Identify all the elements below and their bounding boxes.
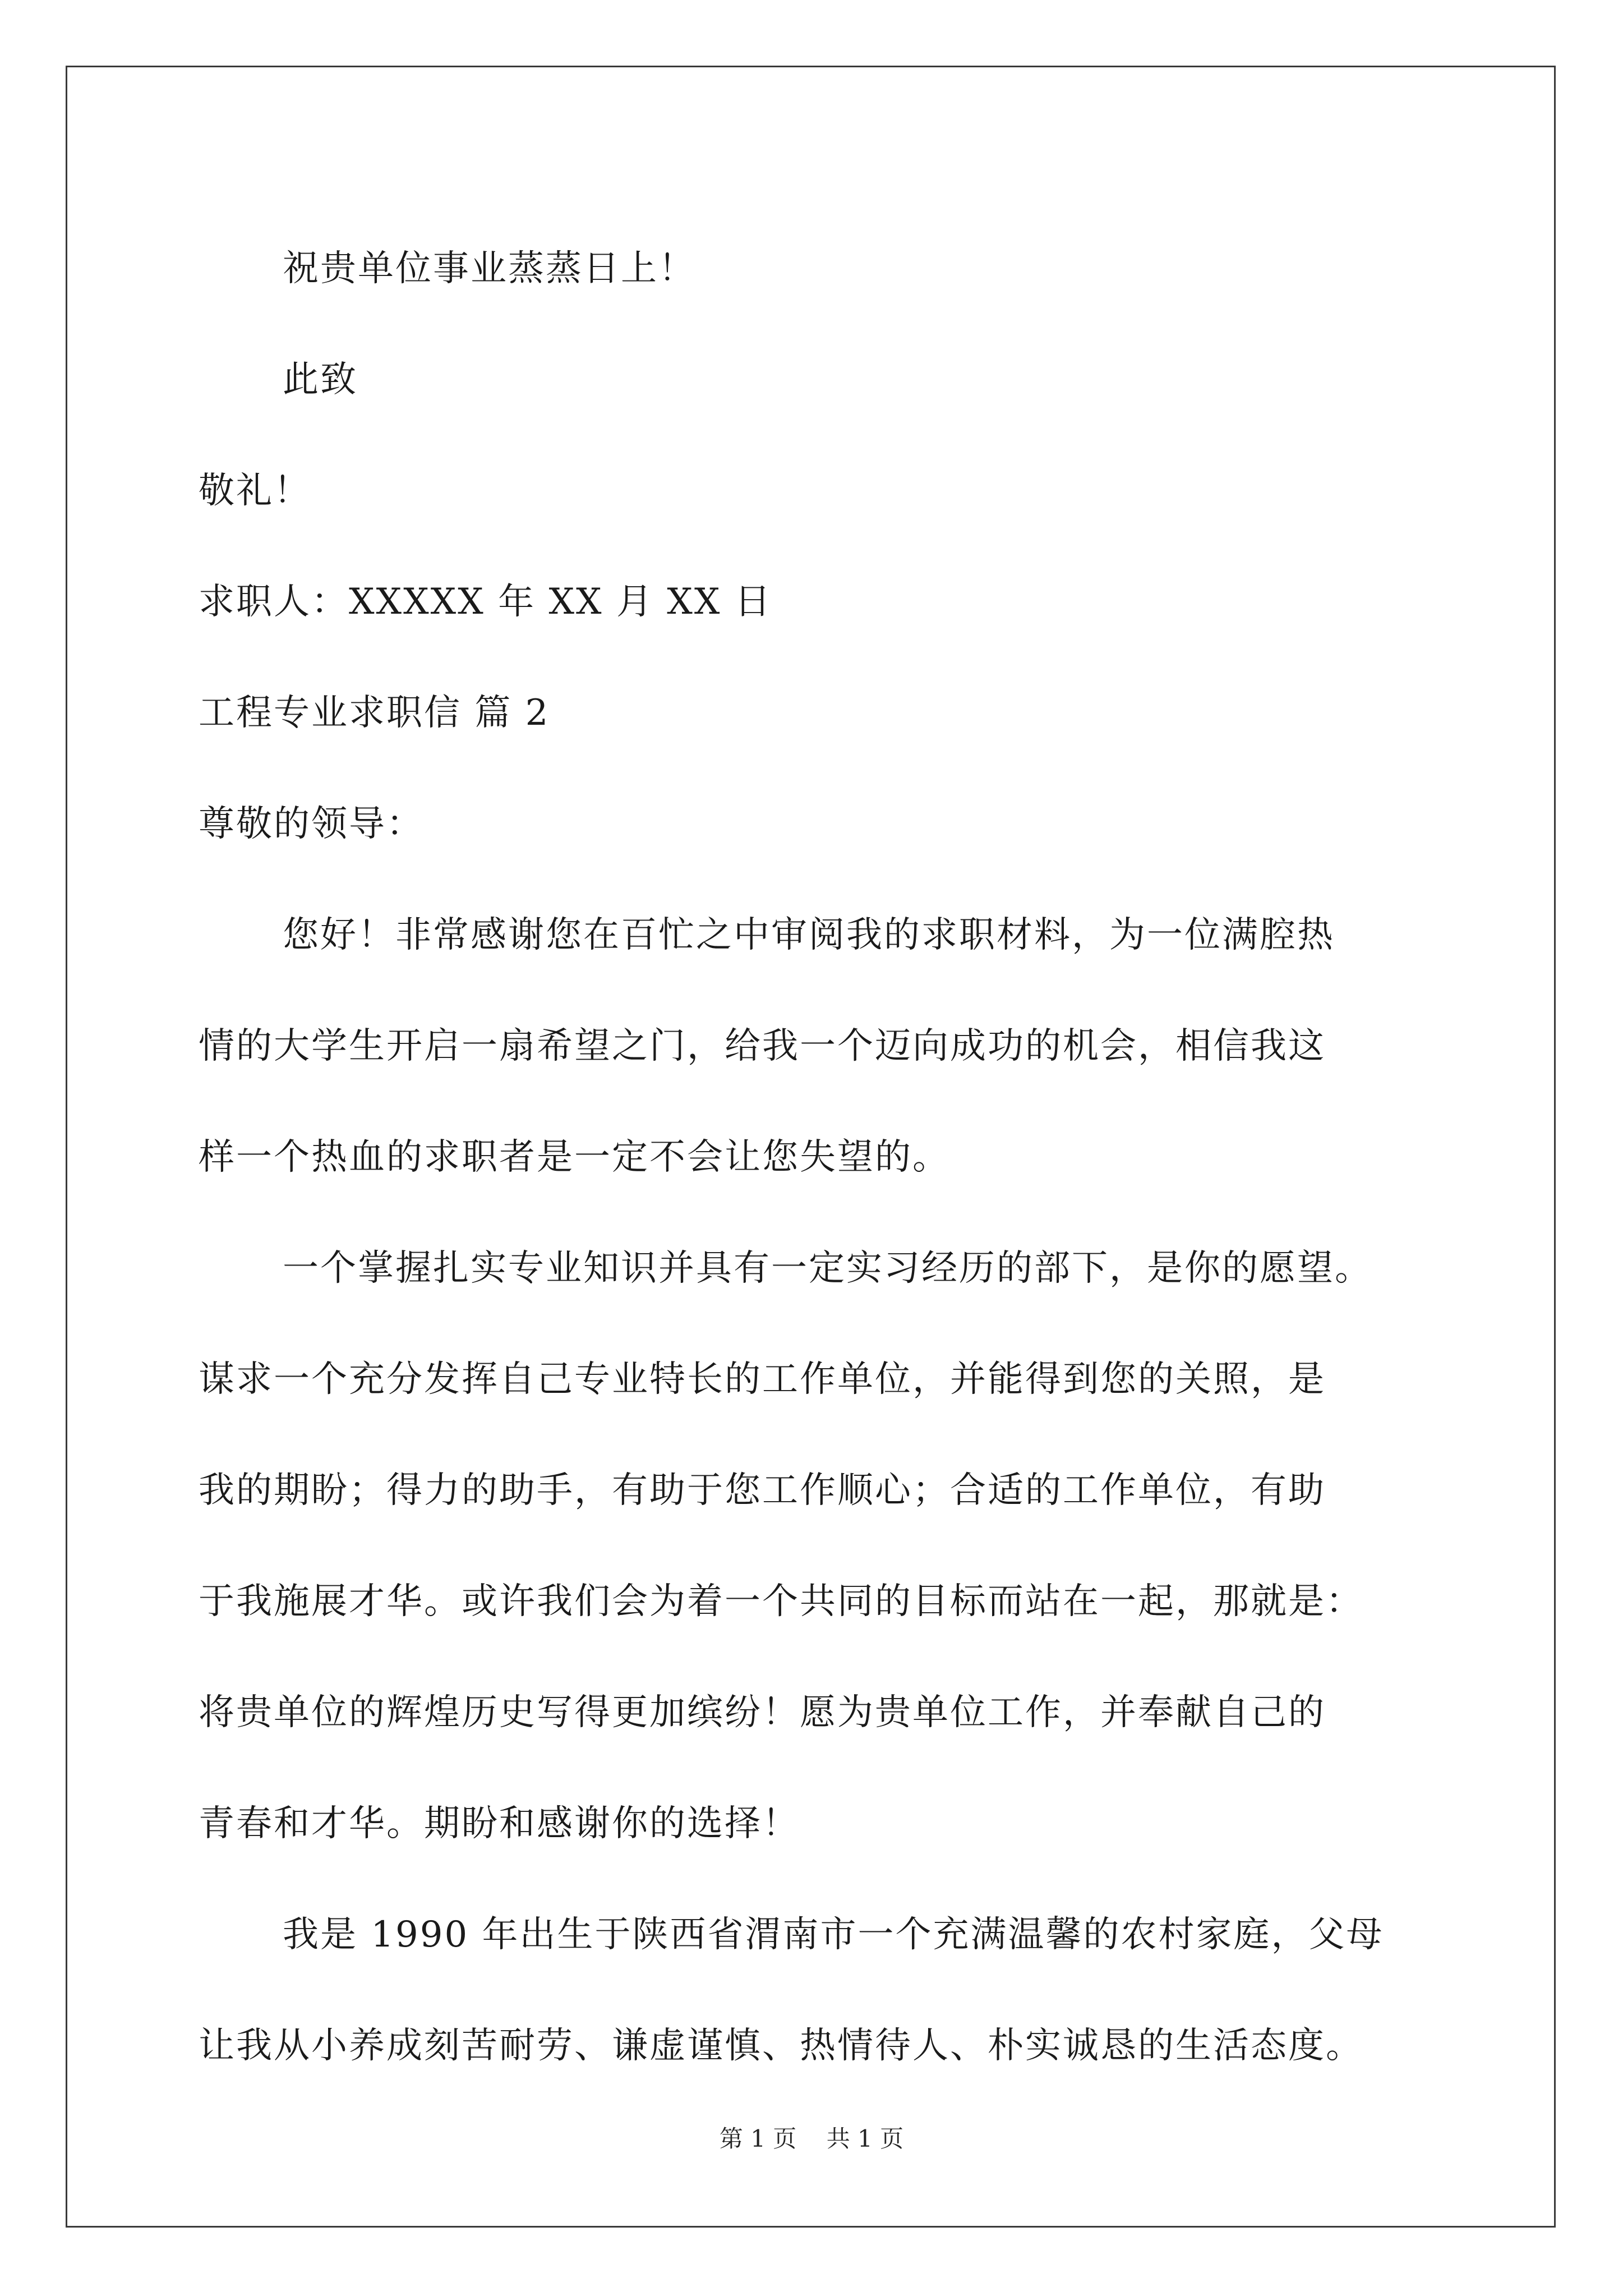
paragraph-line: 于我施展才华。或许我们会为着一个共同的目标而站在一起，那就是： xyxy=(199,1581,1363,1622)
paragraph-line: 样一个热血的求职者是一定不会让您失望的。 xyxy=(199,1137,950,1178)
paragraph-line: 我是 1990 年出生于陕西省渭南市一个充满温馨的农村家庭，父母 xyxy=(283,1914,1384,1955)
paragraph-line: 将贵单位的辉煌历史写得更加缤纷！愿为贵单位工作，并奉献自己的 xyxy=(199,1692,1326,1733)
salutation-line: 此致 xyxy=(283,359,358,401)
paragraph-line: 情的大学生开启一扇希望之门，给我一个迈向成功的机会，相信我这 xyxy=(199,1025,1326,1067)
paragraph-line: 青春和才华。期盼和感谢你的选择！ xyxy=(199,1803,800,1844)
paragraph-line: 您好！非常感谢您在百忙之中审阅我的求职材料，为一位满腔热 xyxy=(283,914,1335,956)
paragraph-line: 一个掌握扎实专业知识并具有一定实习经历的部下，是你的愿望。 xyxy=(283,1248,1372,1289)
paragraph-line: 谋求一个充分发挥自己专业特长的工作单位，并能得到您的关照，是 xyxy=(199,1359,1326,1400)
paragraph-line: 我的期盼；得力的助手，有助于您工作顺心；合适的工作单位，有助 xyxy=(199,1470,1326,1511)
regards-line: 敬礼！ xyxy=(199,470,311,512)
document-body xyxy=(199,213,1427,2101)
page-number-footer: 第 1 页 共 1 页 xyxy=(719,2125,904,2152)
greeting-line: 尊敬的领导： xyxy=(199,803,424,845)
signature-date-line: 求职人：XXXXX 年 XX 月 XX 日 xyxy=(199,581,772,623)
section-heading: 工程专业求职信 篇 2 xyxy=(199,692,550,734)
paragraph-line: 让我从小养成刻苦耐劳、谦虚谨慎、热情待人、朴实诚恳的生活态度。 xyxy=(199,2025,1363,2067)
closing-wish-line: 祝贵单位事业蒸蒸日上！ xyxy=(283,248,696,289)
